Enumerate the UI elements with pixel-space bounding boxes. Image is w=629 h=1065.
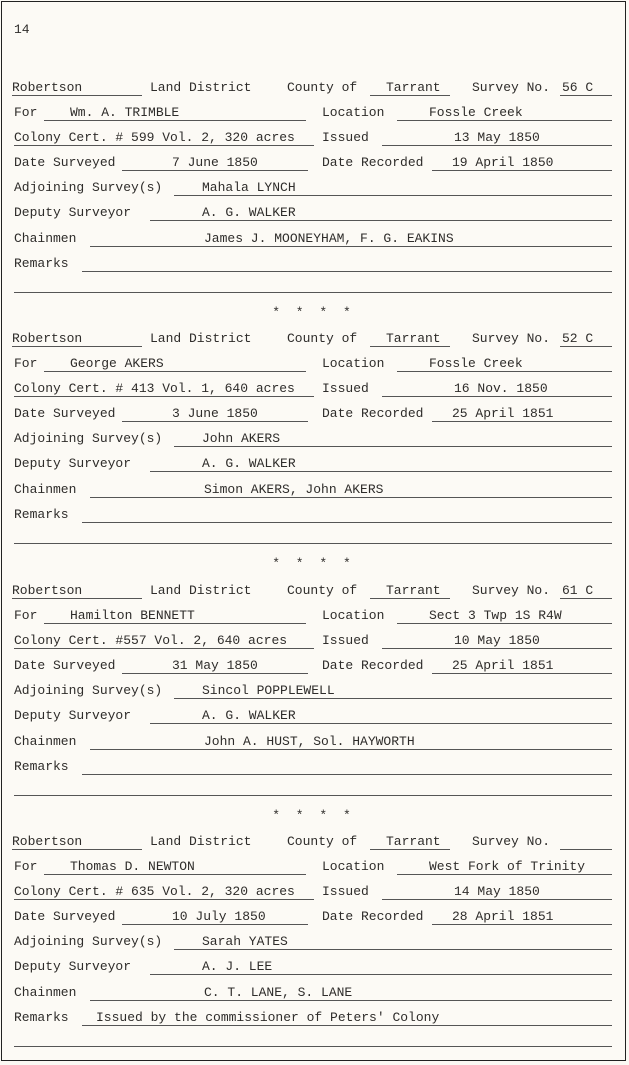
deputy-field-value: A. G. WALKER [202,205,296,220]
for-field [44,609,306,624]
district-field [12,332,142,347]
date-recorded-field [432,156,612,171]
chainmen-field [90,735,612,750]
for-label: For [14,105,38,120]
document-page [1,1,626,1061]
district-field-value: Robertson [12,80,83,95]
date-surveyed-field-value: 31 May 1850 [172,658,258,673]
for-label: For [14,859,38,874]
chainmen-label: Chainmen [14,734,77,749]
remarks-field [82,760,612,775]
colony-cert-field-value: Colony Cert. # 413 Vol. 1, 640 acres [14,381,295,396]
remarks-field [82,508,612,523]
colony-cert-field-value: Colony Cert. # 635 Vol. 2, 320 acres [14,884,295,899]
adjoining-field [174,432,612,447]
remarks-label: Remarks [14,507,69,522]
colony-cert-field [14,634,314,649]
district-field-value: Robertson [12,331,83,346]
record-separator: * * * * [272,556,355,571]
deputy-surveyor-label: Deputy Surveyor [14,959,132,974]
record-separator: * * * * [272,808,355,823]
date-recorded-label: Date Recorded [322,658,424,673]
survey-no-field [560,81,612,96]
survey-no-field-value: 56 C [562,80,594,95]
adjoining-field-value: Sarah YATES [202,934,288,949]
record-separator: * * * * [272,305,355,320]
record-end-rule [14,543,612,544]
survey-record [2,77,625,317]
record-end-rule [14,292,612,293]
date-recorded-field [432,407,612,422]
deputy-field [150,709,612,724]
adjoining-field-value: John AKERS [202,431,281,446]
survey-no-label: Survey No. [472,834,551,849]
deputy-field-value: A. J. LEE [202,959,273,974]
deputy-surveyor-label: Deputy Surveyor [14,708,132,723]
for-field [44,106,306,121]
colony-cert-field [14,885,314,900]
for-field-value: Hamilton BENNETT [70,608,195,623]
county-field-value: Tarrant [386,834,441,849]
location-field [397,860,612,875]
date-surveyed-field-value: 3 June 1850 [172,406,258,421]
date-surveyed-field [122,659,308,674]
deputy-surveyor-label: Deputy Surveyor [14,205,132,220]
county-field [370,835,450,850]
survey-no-label: Survey No. [472,583,551,598]
county-of-label: County of [287,80,358,95]
location-label: Location [322,356,385,371]
issued-field-value: 10 May 1850 [454,633,540,648]
location-field-value: Sect 3 Twp 1S R4W [429,608,562,623]
survey-no-field [560,584,612,599]
chainmen-field-value: James J. MOONEYHAM, F. G. EAKINS [204,231,454,246]
issued-field [382,885,612,900]
adjoining-label: Adjoining Survey(s) [14,431,163,446]
issued-label: Issued [322,130,369,145]
location-field [397,357,612,372]
county-field [370,81,450,96]
county-of-label: County of [287,834,358,849]
remarks-label: Remarks [14,759,69,774]
for-field-value: Thomas D. NEWTON [70,859,195,874]
district-field [12,835,142,850]
location-field-value: Fossle Creek [429,356,523,371]
date-recorded-field-value: 25 April 1851 [452,658,554,673]
date-recorded-label: Date Recorded [322,406,424,421]
issued-field [382,634,612,649]
district-field-value: Robertson [12,583,83,598]
chainmen-field-value: John A. HUST, Sol. HAYWORTH [204,734,415,749]
county-field-value: Tarrant [386,583,441,598]
district-field [12,584,142,599]
chainmen-label: Chainmen [14,231,77,246]
survey-no-label: Survey No. [472,80,551,95]
for-field [44,860,306,875]
survey-no-label: Survey No. [472,331,551,346]
chainmen-field-value: Simon AKERS, John AKERS [204,482,384,497]
for-label: For [14,608,38,623]
adjoining-label: Adjoining Survey(s) [14,683,163,698]
chainmen-field [90,986,612,1001]
date-recorded-field-value: 25 April 1851 [452,406,554,421]
date-recorded-field-value: 19 April 1850 [452,155,554,170]
remarks-field-value: Issued by the commissioner of Peters' Colony [96,1010,440,1025]
issued-label: Issued [322,633,369,648]
chainmen-field-value: C. T. LANE, S. LANE [204,985,353,1000]
remarks-label: Remarks [14,256,69,271]
survey-no-field-value: 52 C [562,331,594,346]
survey-record [2,831,625,1061]
adjoining-label: Adjoining Survey(s) [14,934,163,949]
deputy-field [150,960,612,975]
record-end-rule [14,1046,612,1047]
issued-label: Issued [322,381,369,396]
adjoining-label: Adjoining Survey(s) [14,180,163,195]
date-surveyed-label: Date Surveyed [14,406,116,421]
adjoining-field [174,935,612,950]
location-label: Location [322,859,385,874]
chainmen-label: Chainmen [14,985,77,1000]
survey-no-field-value: 61 C [562,583,594,598]
county-field [370,584,450,599]
county-field [370,332,450,347]
location-label: Location [322,608,385,623]
deputy-surveyor-label: Deputy Surveyor [14,456,132,471]
date-recorded-field [432,659,612,674]
location-label: Location [322,105,385,120]
district-field-value: Robertson [12,834,83,849]
date-surveyed-label: Date Surveyed [14,658,116,673]
colony-cert-field [14,382,314,397]
date-surveyed-label: Date Surveyed [14,155,116,170]
date-recorded-label: Date Recorded [322,909,424,924]
adjoining-field [174,181,612,196]
date-surveyed-field [122,407,308,422]
deputy-field [150,457,612,472]
location-field [397,106,612,121]
remarks-field [82,257,612,272]
date-surveyed-field [122,910,308,925]
deputy-field-value: A. G. WALKER [202,456,296,471]
colony-cert-field-value: Colony Cert. #557 Vol. 2, 640 acres [14,633,288,648]
colony-cert-field [14,131,314,146]
issued-field [382,131,612,146]
adjoining-field-value: Mahala LYNCH [202,180,296,195]
date-recorded-field [432,910,612,925]
county-field-value: Tarrant [386,331,441,346]
county-of-label: County of [287,583,358,598]
chainmen-field [90,232,612,247]
date-recorded-field-value: 28 April 1851 [452,909,554,924]
survey-record [2,328,625,568]
location-field [397,609,612,624]
district-field [12,81,142,96]
chainmen-field [90,483,612,498]
location-field-value: West Fork of Trinity [429,859,586,874]
land-district-label: Land District [150,583,252,598]
for-label: For [14,356,38,371]
survey-no-field [560,835,612,850]
deputy-field [150,206,612,221]
remarks-field [82,1011,612,1026]
for-field-value: George AKERS [70,356,164,371]
deputy-field-value: A. G. WALKER [202,708,296,723]
colony-cert-field-value: Colony Cert. # 599 Vol. 2, 320 acres [14,130,295,145]
issued-field-value: 14 May 1850 [454,884,540,899]
survey-record [2,580,625,820]
chainmen-label: Chainmen [14,482,77,497]
issued-field-value: 16 Nov. 1850 [454,381,548,396]
for-field-value: Wm. A. TRIMBLE [70,105,180,120]
land-district-label: Land District [150,331,252,346]
issued-field-value: 13 May 1850 [454,130,540,145]
date-surveyed-field-value: 7 June 1850 [172,155,258,170]
record-end-rule [14,795,612,796]
county-field-value: Tarrant [386,80,441,95]
date-recorded-label: Date Recorded [322,155,424,170]
adjoining-field [174,684,612,699]
county-of-label: County of [287,331,358,346]
date-surveyed-label: Date Surveyed [14,909,116,924]
page-number: 14 [14,22,30,37]
location-field-value: Fossle Creek [429,105,523,120]
issued-label: Issued [322,884,369,899]
remarks-label: Remarks [14,1010,69,1025]
date-surveyed-field-value: 10 July 1850 [172,909,266,924]
issued-field [382,382,612,397]
land-district-label: Land District [150,80,252,95]
date-surveyed-field [122,156,308,171]
land-district-label: Land District [150,834,252,849]
survey-no-field [560,332,612,347]
for-field [44,357,306,372]
adjoining-field-value: Sincol POPPLEWELL [202,683,335,698]
